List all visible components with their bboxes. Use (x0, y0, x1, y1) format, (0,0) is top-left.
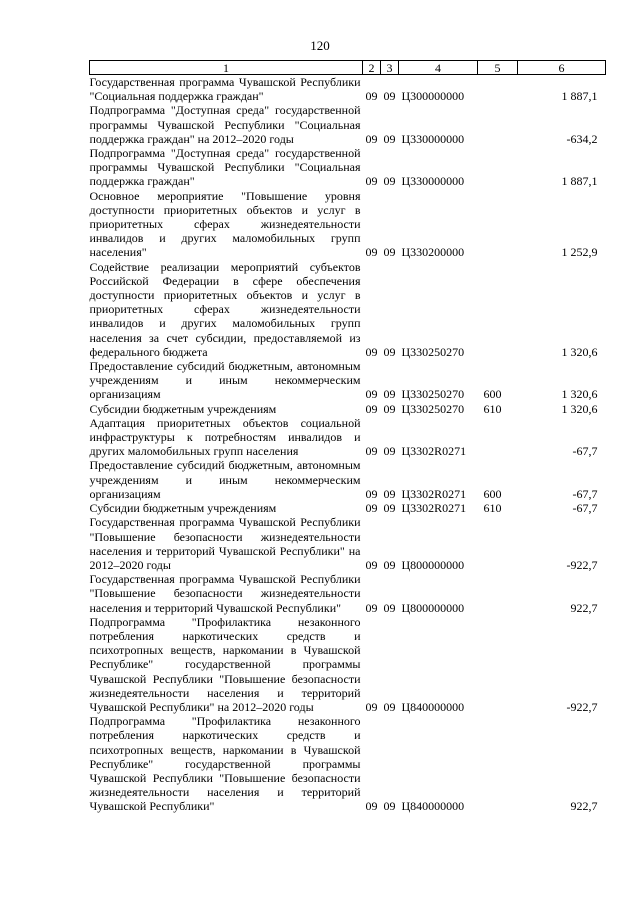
row-target-article: Ц330000000 (401, 131, 465, 146)
row-subsection: 09 (383, 387, 396, 402)
row-expense-type (478, 416, 518, 459)
row-name: Подпрограмма "Профилактика незаконного потребления наркотических средств и психотропных веществ, наркомании в Чувашской Республике" государственной программы Чувашской Республики "Повышение безопасности жизнедеятельности населения и территорий Чувашской Республики" на 2012–2020 годы (89, 614, 361, 714)
row-target-article: Ц3302R0271 (401, 444, 467, 459)
row-section: 09 (365, 131, 378, 146)
table-row (90, 572, 606, 615)
row-name: Предоставление субсидий бюджетным, автономным учреждениям и иным некоммерческим организациям (89, 359, 361, 402)
row-subsection: 09 (383, 557, 396, 572)
row-expense-type (478, 515, 518, 572)
row-subsection: 09 (383, 699, 396, 714)
row-amount: -67,7 (572, 444, 598, 459)
row-section: 09 (365, 387, 378, 402)
row-amount: 1 887,1 (561, 174, 598, 189)
row-expense-type: 610 (483, 401, 502, 416)
row-section: 09 (365, 174, 378, 189)
row-section: 09 (365, 401, 378, 416)
row-amount: -922,7 (566, 699, 598, 714)
row-expense-type (478, 572, 518, 615)
row-subsection: 09 (383, 486, 396, 501)
row-name: Подпрограмма "Доступная среда" государственной программы Чувашской Республики "Социальная поддержка граждан" на 2012–2020 годы (89, 103, 361, 146)
page-number: 120 (310, 38, 330, 53)
row-expense-type (478, 615, 518, 714)
row-expense-type: 610 (483, 501, 502, 516)
row-subsection: 09 (383, 600, 396, 615)
row-amount: 1 320,6 (561, 401, 598, 416)
table-row (90, 402, 606, 416)
row-subsection: 09 (383, 89, 396, 104)
row-name: Предоставление субсидий бюджетным, автономным учреждениям и иным некоммерческим организациям (89, 458, 361, 501)
row-subsection: 09 (383, 344, 396, 359)
row-expense-type (478, 146, 518, 189)
row-amount: 922,7 (570, 600, 598, 615)
row-expense-type (478, 103, 518, 146)
row-amount: -67,7 (572, 486, 598, 501)
row-target-article: Ц840000000 (401, 799, 465, 814)
row-amount: -67,7 (572, 501, 598, 516)
column-header-subsection: 3 (381, 61, 399, 75)
row-target-article: Ц330000000 (401, 174, 465, 189)
row-amount: 1 252,9 (561, 245, 598, 260)
table-row (90, 714, 606, 813)
column-header-target-article: 4 (399, 61, 478, 75)
row-section: 09 (365, 245, 378, 260)
row-section: 09 (365, 557, 378, 572)
row-subsection: 09 (383, 245, 396, 260)
row-target-article: Ц800000000 (401, 600, 465, 615)
budget-table (89, 60, 606, 814)
row-name: Адаптация приоритетных объектов социальной инфраструктуры к потребностям инвалидов и других маломобильных групп населения (89, 415, 361, 459)
row-subsection: 09 (383, 501, 396, 516)
row-target-article: Ц3302R0271 (401, 501, 467, 516)
row-amount: -922,7 (566, 557, 598, 572)
table-row (90, 146, 606, 189)
table-row (90, 458, 606, 501)
table-row (90, 416, 606, 459)
row-target-article: Ц840000000 (401, 699, 465, 714)
row-name: Государственная программа Чувашской Республики "Повышение безопасности жизнедеятельности населения и территорий Чувашской Республики" на 2012–2020 годы (89, 515, 361, 572)
row-section: 09 (365, 501, 378, 516)
row-name: Государственная программа Чувашской Республики "Повышение безопасности жизнедеятельности населения и территорий Чувашской Республики" (89, 572, 361, 615)
row-target-article: Ц330250270 (401, 344, 465, 359)
row-amount: 1 320,6 (561, 344, 598, 359)
column-header-amount: 6 (518, 61, 606, 75)
row-section: 09 (365, 799, 378, 814)
row-section: 09 (365, 699, 378, 714)
table-row (90, 501, 606, 515)
row-target-article: Ц800000000 (401, 557, 465, 572)
row-section: 09 (365, 600, 378, 615)
table-row (90, 359, 606, 402)
row-expense-type (478, 260, 518, 359)
row-name: Государственная программа Чувашской Республики "Социальная поддержка граждан" (89, 75, 361, 104)
row-expense-type: 600 (483, 387, 502, 402)
row-name: Подпрограмма "Профилактика незаконного потребления наркотических средств и психотропных веществ, наркомании в Чувашской Республике" государственной программы Чувашской Республики "Повышение безопасности жизнедеятельности населения и территорий Чувашской Республики" (89, 714, 361, 814)
row-subsection: 09 (383, 401, 396, 416)
table-row (90, 75, 606, 104)
row-amount: -634,2 (566, 131, 598, 146)
row-section: 09 (365, 89, 378, 104)
row-name: Подпрограмма "Доступная среда" государственной программы Чувашской Республики "Социальная поддержка граждан" (89, 146, 361, 189)
table-row (90, 515, 606, 572)
table-row (90, 615, 606, 714)
row-subsection: 09 (383, 174, 396, 189)
row-name: Содействие реализации мероприятий субъектов Российской Федерации в сфере обеспечения доступности приоритетных объектов и услуг в приоритетных сферах жизнедеятельности инвалидов и других маломобильных групп населения за счет субсидии, предоставляемой из федерального бюджета (89, 259, 361, 359)
table-row (90, 189, 606, 260)
column-header-section: 2 (363, 61, 381, 75)
row-name: Субсидии бюджетным учреждениям (89, 501, 277, 516)
row-amount: 922,7 (570, 799, 598, 814)
table-row (90, 103, 606, 146)
row-subsection: 09 (383, 131, 396, 146)
row-name: Субсидии бюджетным учреждениям (89, 401, 277, 416)
row-target-article: Ц330250270 (401, 401, 465, 416)
column-header-name: 1 (90, 61, 363, 75)
row-expense-type: 600 (483, 486, 502, 501)
header-row (90, 61, 606, 75)
row-target-article: Ц330200000 (401, 245, 465, 260)
row-expense-type (478, 75, 518, 104)
row-amount: 1 320,6 (561, 387, 598, 402)
row-section: 09 (365, 344, 378, 359)
column-header-expense-type: 5 (478, 61, 518, 75)
row-expense-type (478, 714, 518, 813)
row-target-article: Ц300000000 (401, 89, 465, 104)
row-amount: 1 887,1 (561, 89, 598, 104)
row-target-article: Ц330250270 (401, 387, 465, 402)
row-expense-type (478, 189, 518, 260)
row-name: Основное мероприятие "Повышение уровня доступности приоритетных объектов и услуг в приоритетных сферах жизнедеятельности инвалидов и других маломобильных групп населения" (89, 188, 361, 260)
row-subsection: 09 (383, 444, 396, 459)
row-target-article: Ц3302R0271 (401, 486, 467, 501)
row-subsection: 09 (383, 799, 396, 814)
row-section: 09 (365, 444, 378, 459)
row-section: 09 (365, 486, 378, 501)
table-row (90, 260, 606, 359)
